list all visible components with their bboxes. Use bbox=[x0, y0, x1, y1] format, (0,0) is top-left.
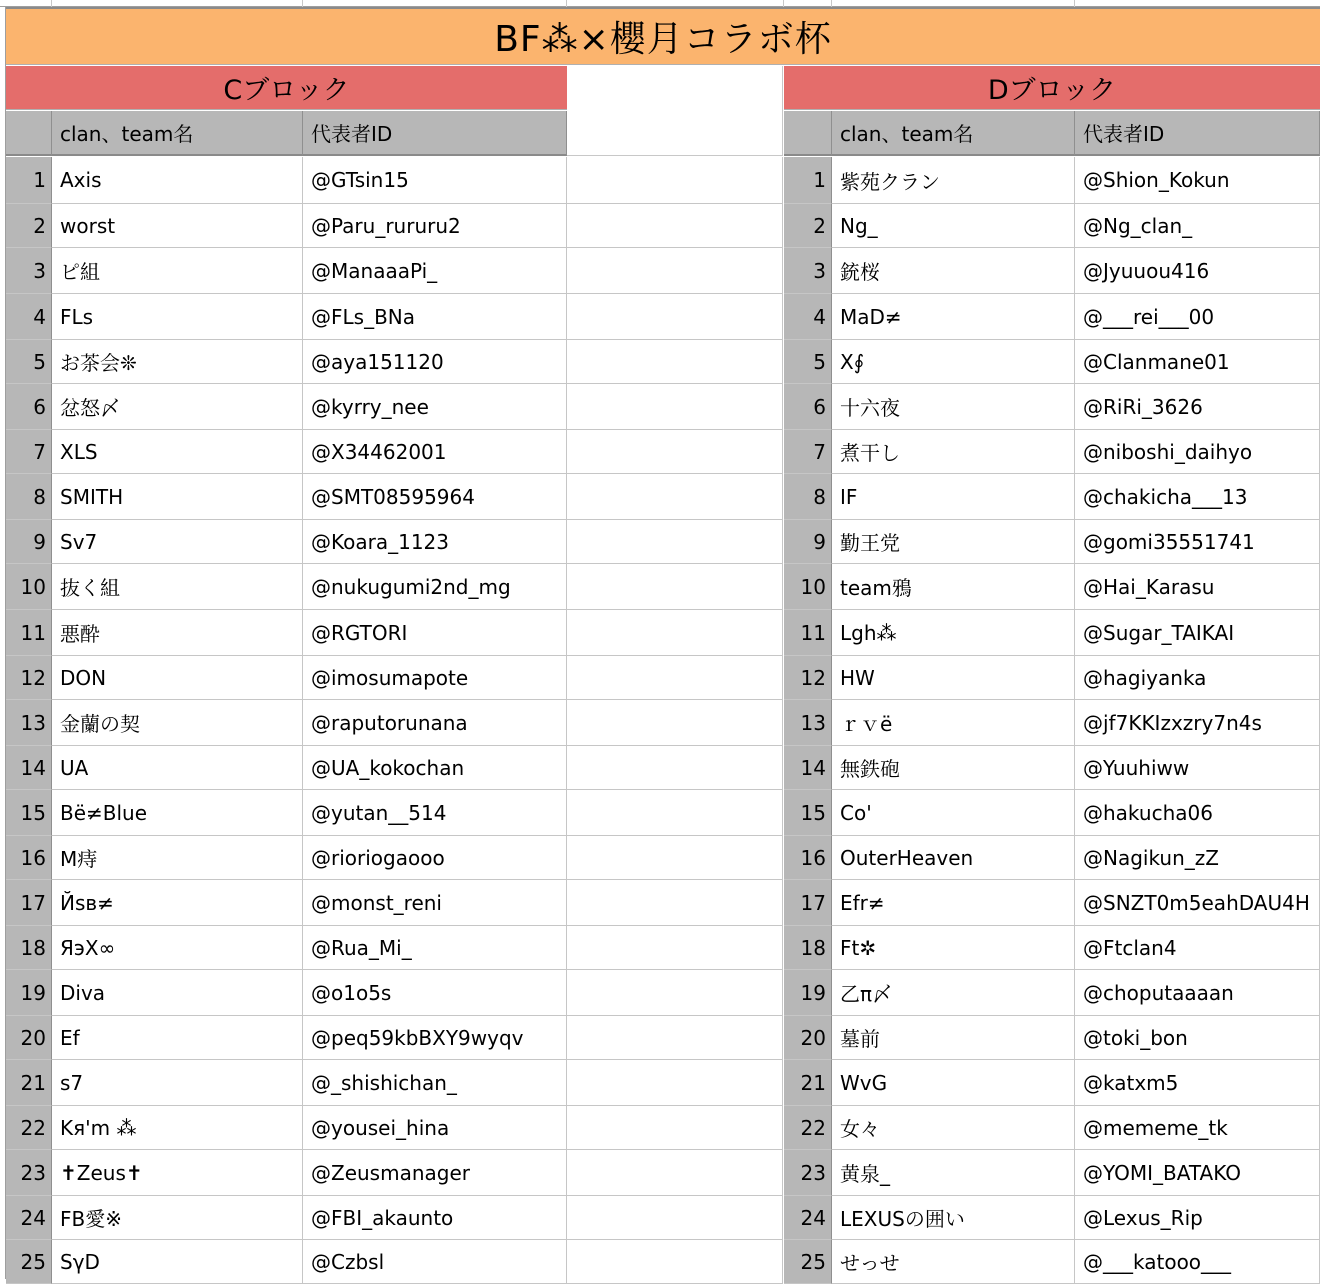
table-row bbox=[0, 790, 1320, 836]
table-row bbox=[0, 248, 1320, 294]
column-tick bbox=[51, 0, 52, 7]
clan-name-cell[interactable]: SMITH bbox=[52, 474, 303, 520]
clan-name-cell[interactable]: Efr≠ bbox=[832, 880, 1075, 926]
sheet-title[interactable]: BF⁂×櫻月コラボ杯 bbox=[6, 7, 1320, 65]
rep-id-cell[interactable]: @Sugar_TAIKAI bbox=[1075, 610, 1320, 656]
clan-name-cell[interactable]: UA bbox=[52, 746, 303, 790]
clan-name-cell[interactable]: 銃桜 bbox=[832, 248, 1075, 294]
clan-name-cell[interactable]: FB愛※ bbox=[52, 1196, 303, 1240]
row-number: 19 bbox=[6, 970, 52, 1016]
row-number-header[interactable] bbox=[6, 111, 52, 156]
rep-id-cell[interactable]: @hagiyanka bbox=[1075, 656, 1320, 700]
rep-id-cell[interactable]: @Yuuhiww bbox=[1075, 746, 1320, 790]
row-number: 13 bbox=[6, 700, 52, 746]
clan-name-cell[interactable]: お茶会❊ bbox=[52, 340, 303, 384]
rep-id-cell[interactable]: @ManaaaPi_ bbox=[303, 248, 567, 294]
clan-name-cell[interactable]: Kя'm ⁂ bbox=[52, 1106, 303, 1150]
rep-id-cell[interactable]: @rioriogaooo bbox=[303, 836, 567, 880]
rep-id-cell[interactable]: @SNZT0m5eahDAU4H bbox=[1075, 880, 1320, 926]
row-number: 24 bbox=[6, 1196, 52, 1240]
row-number: 7 bbox=[784, 430, 832, 474]
block-c-header[interactable]: Cブロック bbox=[6, 66, 567, 110]
row-number: 6 bbox=[6, 384, 52, 430]
rep-id-cell[interactable]: @___rei___00 bbox=[1075, 294, 1320, 340]
row-number: 9 bbox=[6, 520, 52, 564]
rep-id-cell[interactable]: @GTsin15 bbox=[303, 157, 567, 204]
rep-id-cell[interactable]: @FBI_akaunto bbox=[303, 1196, 567, 1240]
rep-id-cell[interactable]: @Paru_rururu2 bbox=[303, 204, 567, 248]
rep-id-cell[interactable]: @raputorunana bbox=[303, 700, 567, 746]
rep-id-cell[interactable]: @_shishichan_ bbox=[303, 1060, 567, 1106]
rep-id-cell[interactable]: @yousei_hina bbox=[303, 1106, 567, 1150]
clan-name-cell[interactable]: 墓前 bbox=[832, 1016, 1075, 1060]
table-row bbox=[0, 157, 1320, 204]
clan-name-cell[interactable]: 金蘭の契 bbox=[52, 700, 303, 746]
clan-name-cell[interactable]: 煮干し bbox=[832, 430, 1075, 474]
table-row bbox=[0, 746, 1320, 790]
rep-id-cell[interactable]: @chakicha___13 bbox=[1075, 474, 1320, 520]
row-number: 25 bbox=[784, 1240, 832, 1284]
row-number: 13 bbox=[784, 700, 832, 746]
rep-id-cell[interactable]: @Ng_clan_ bbox=[1075, 204, 1320, 248]
clan-name-cell[interactable]: 紫苑クラン bbox=[832, 157, 1075, 204]
clan-name-cell[interactable]: Йsв≠ bbox=[52, 880, 303, 926]
row-number: 18 bbox=[784, 926, 832, 970]
table-row bbox=[0, 880, 1320, 926]
rep-id-cell[interactable]: @nukugumi2nd_mg bbox=[303, 564, 567, 610]
clan-name-cell[interactable]: 女々 bbox=[832, 1106, 1075, 1150]
table-row bbox=[0, 610, 1320, 656]
clan-name-cell[interactable]: Ef bbox=[52, 1016, 303, 1060]
row-number: 12 bbox=[784, 656, 832, 700]
table-row bbox=[0, 430, 1320, 474]
clan-name-cell[interactable]: X∮ bbox=[832, 340, 1075, 384]
row-number: 12 bbox=[6, 656, 52, 700]
rep-id-cell[interactable]: @Lexus_Rip bbox=[1075, 1196, 1320, 1240]
clan-name-cell[interactable]: Axis bbox=[52, 157, 303, 204]
clan-name-cell[interactable]: ピ組 bbox=[52, 248, 303, 294]
block-d-header[interactable]: Dブロック bbox=[784, 66, 1320, 110]
row-number: 22 bbox=[6, 1106, 52, 1150]
row-number-header[interactable] bbox=[784, 111, 832, 156]
table-row bbox=[0, 474, 1320, 520]
row-number: 22 bbox=[784, 1106, 832, 1150]
row-number: 20 bbox=[784, 1016, 832, 1060]
row-number: 11 bbox=[784, 610, 832, 656]
row-number: 7 bbox=[6, 430, 52, 474]
row-number: 21 bbox=[784, 1060, 832, 1106]
row-number: 15 bbox=[784, 790, 832, 836]
rep-id-cell[interactable]: @gomi35551741 bbox=[1075, 520, 1320, 564]
table-row bbox=[0, 1016, 1320, 1060]
clan-name-cell[interactable]: Ng_ bbox=[832, 204, 1075, 248]
row-number: 5 bbox=[784, 340, 832, 384]
clan-name-cell[interactable]: team鴉 bbox=[832, 564, 1075, 610]
table-row bbox=[0, 1106, 1320, 1150]
rep-id-cell[interactable]: @imosumapote bbox=[303, 656, 567, 700]
rep-id-cell[interactable]: @Shion_Kokun bbox=[1075, 157, 1320, 204]
clan-name-cell[interactable]: 黄泉_ bbox=[832, 1150, 1075, 1196]
table-row bbox=[0, 294, 1320, 340]
rep-id-cell[interactable]: @RiRi_3626 bbox=[1075, 384, 1320, 430]
clan-name-cell[interactable]: worst bbox=[52, 204, 303, 248]
rep-id-header[interactable]: 代表者ID bbox=[1075, 111, 1320, 156]
rep-id-cell[interactable]: @Rua_Mi_ bbox=[303, 926, 567, 970]
rep-id-cell[interactable]: @___katooo___ bbox=[1075, 1240, 1320, 1284]
table-row bbox=[0, 970, 1320, 1016]
row-number: 2 bbox=[6, 204, 52, 248]
clan-name-cell[interactable]: XLS bbox=[52, 430, 303, 474]
rep-id-cell[interactable]: @aya151120 bbox=[303, 340, 567, 384]
rep-id-cell[interactable]: @YOMI_BATAKO bbox=[1075, 1150, 1320, 1196]
table-row bbox=[0, 564, 1320, 610]
row-number: 21 bbox=[6, 1060, 52, 1106]
column-tick bbox=[783, 0, 784, 7]
rep-id-cell[interactable]: @UA_kokochan bbox=[303, 746, 567, 790]
clan-name-cell[interactable]: LEXUSの囲い bbox=[832, 1196, 1075, 1240]
clan-name-cell[interactable]: MaD≠ bbox=[832, 294, 1075, 340]
row-number: 19 bbox=[784, 970, 832, 1016]
clan-name-cell[interactable]: Bë≠Blue bbox=[52, 790, 303, 836]
rep-id-cell[interactable]: @niboshi_daihyo bbox=[1075, 430, 1320, 474]
rep-id-cell[interactable]: @RGTORI bbox=[303, 610, 567, 656]
table-row bbox=[0, 204, 1320, 248]
rep-id-header[interactable]: 代表者ID bbox=[303, 111, 567, 156]
row-number: 24 bbox=[784, 1196, 832, 1240]
row-number: 20 bbox=[6, 1016, 52, 1060]
empty-gap-cell[interactable] bbox=[567, 66, 783, 156]
row-number: 25 bbox=[6, 1240, 52, 1284]
row-number: 8 bbox=[6, 474, 52, 520]
clan-name-cell[interactable]: 悪酔 bbox=[52, 610, 303, 656]
rep-id-cell[interactable]: @Koara_1123 bbox=[303, 520, 567, 564]
clan-name-cell[interactable]: Lgh⁂ bbox=[832, 610, 1075, 656]
column-tick bbox=[566, 0, 567, 7]
clan-name-cell[interactable]: Co' bbox=[832, 790, 1075, 836]
rep-id-cell[interactable]: @jf7KKIzxzry7n4s bbox=[1075, 700, 1320, 746]
table-row bbox=[0, 836, 1320, 880]
row-number: 9 bbox=[784, 520, 832, 564]
clan-name-cell[interactable]: 乙π〆 bbox=[832, 970, 1075, 1016]
rep-id-cell[interactable]: @Clanmane01 bbox=[1075, 340, 1320, 384]
table-row bbox=[0, 520, 1320, 564]
clan-name-cell[interactable]: ЯэX∞ bbox=[52, 926, 303, 970]
rep-id-cell[interactable]: @katxm5 bbox=[1075, 1060, 1320, 1106]
row-number: 6 bbox=[784, 384, 832, 430]
rep-id-cell[interactable]: @yutan__514 bbox=[303, 790, 567, 836]
rep-id-cell[interactable]: @Jyuuou416 bbox=[1075, 248, 1320, 294]
row-number: 15 bbox=[6, 790, 52, 836]
row-number: 3 bbox=[784, 248, 832, 294]
rep-id-cell[interactable]: @mememe_tk bbox=[1075, 1106, 1320, 1150]
clan-name-cell[interactable]: WvG bbox=[832, 1060, 1075, 1106]
rep-id-cell[interactable]: @Czbsl bbox=[303, 1240, 567, 1284]
clan-name-cell[interactable]: 無鉄砲 bbox=[832, 746, 1075, 790]
row-number: 14 bbox=[784, 746, 832, 790]
clan-name-cell[interactable]: HW bbox=[832, 656, 1075, 700]
clan-name-header[interactable]: clan、team名 bbox=[832, 111, 1075, 156]
rep-id-cell[interactable]: @peq59kbBXY9wyqv bbox=[303, 1016, 567, 1060]
row-number: 17 bbox=[784, 880, 832, 926]
row-number: 18 bbox=[6, 926, 52, 970]
row-number: 2 bbox=[784, 204, 832, 248]
row-number: 4 bbox=[6, 294, 52, 340]
clan-name-header[interactable]: clan、team名 bbox=[52, 111, 303, 156]
clan-name-cell[interactable]: ｒｖë bbox=[832, 700, 1075, 746]
table-row bbox=[0, 1150, 1320, 1196]
column-tick bbox=[1074, 0, 1075, 7]
clan-name-cell[interactable]: Sv7 bbox=[52, 520, 303, 564]
row-number: 17 bbox=[6, 880, 52, 926]
table-row bbox=[0, 340, 1320, 384]
row-number: 1 bbox=[6, 157, 52, 204]
clan-name-cell[interactable]: Diva bbox=[52, 970, 303, 1016]
table-row bbox=[0, 1240, 1320, 1284]
clan-name-cell[interactable]: FLs bbox=[52, 294, 303, 340]
clan-name-cell[interactable]: ✝Zeus✝ bbox=[52, 1150, 303, 1196]
row-number: 1 bbox=[784, 157, 832, 204]
column-strip bbox=[0, 0, 1320, 7]
clan-name-cell[interactable]: DON bbox=[52, 656, 303, 700]
rep-id-cell[interactable]: @Zeusmanager bbox=[303, 1150, 567, 1196]
clan-name-cell[interactable]: SγD bbox=[52, 1240, 303, 1284]
rep-id-cell[interactable]: @Ftclan4 bbox=[1075, 926, 1320, 970]
table-row bbox=[0, 926, 1320, 970]
rep-id-cell[interactable]: @kyrry_nee bbox=[303, 384, 567, 430]
row-number: 16 bbox=[6, 836, 52, 880]
rep-id-cell[interactable]: @Nagikun_zZ bbox=[1075, 836, 1320, 880]
row-number: 23 bbox=[784, 1150, 832, 1196]
rep-id-cell[interactable]: @o1o5s bbox=[303, 970, 567, 1016]
row-number: 16 bbox=[784, 836, 832, 880]
rep-id-cell[interactable]: @X34462001 bbox=[303, 430, 567, 474]
clan-name-cell[interactable]: せっせ bbox=[832, 1240, 1075, 1284]
row-number: 14 bbox=[6, 746, 52, 790]
clan-name-cell[interactable]: Ft✲ bbox=[832, 926, 1075, 970]
clan-name-cell[interactable]: M痔 bbox=[52, 836, 303, 880]
rep-id-cell[interactable]: @FLs_BNa bbox=[303, 294, 567, 340]
row-number: 8 bbox=[784, 474, 832, 520]
table-row bbox=[0, 1060, 1320, 1106]
clan-name-cell[interactable]: s7 bbox=[52, 1060, 303, 1106]
row-number: 11 bbox=[6, 610, 52, 656]
clan-name-cell[interactable]: 忿怒〆 bbox=[52, 384, 303, 430]
rep-id-cell[interactable]: @SMT08595964 bbox=[303, 474, 567, 520]
row-number: 5 bbox=[6, 340, 52, 384]
clan-name-cell[interactable]: 十六夜 bbox=[832, 384, 1075, 430]
clan-name-cell[interactable]: IF bbox=[832, 474, 1075, 520]
clan-name-cell[interactable]: 抜く組 bbox=[52, 564, 303, 610]
rep-id-cell[interactable]: @hakucha06 bbox=[1075, 790, 1320, 836]
rep-id-cell[interactable]: @Hai_Karasu bbox=[1075, 564, 1320, 610]
rep-id-cell[interactable]: @monst_reni bbox=[303, 880, 567, 926]
table-row bbox=[0, 1196, 1320, 1240]
table-row bbox=[0, 656, 1320, 700]
row-number: 23 bbox=[6, 1150, 52, 1196]
column-tick bbox=[302, 0, 303, 7]
row-number: 10 bbox=[784, 564, 832, 610]
column-tick bbox=[831, 0, 832, 7]
rep-id-cell[interactable]: @toki_bon bbox=[1075, 1016, 1320, 1060]
clan-name-cell[interactable]: OuterHeaven bbox=[832, 836, 1075, 880]
rep-id-cell[interactable]: @choputaaaan bbox=[1075, 970, 1320, 1016]
row-number: 4 bbox=[784, 294, 832, 340]
table-row bbox=[0, 384, 1320, 430]
row-number: 3 bbox=[6, 248, 52, 294]
table-row bbox=[0, 700, 1320, 746]
clan-name-cell[interactable]: 勤王党 bbox=[832, 520, 1075, 564]
row-number: 10 bbox=[6, 564, 52, 610]
